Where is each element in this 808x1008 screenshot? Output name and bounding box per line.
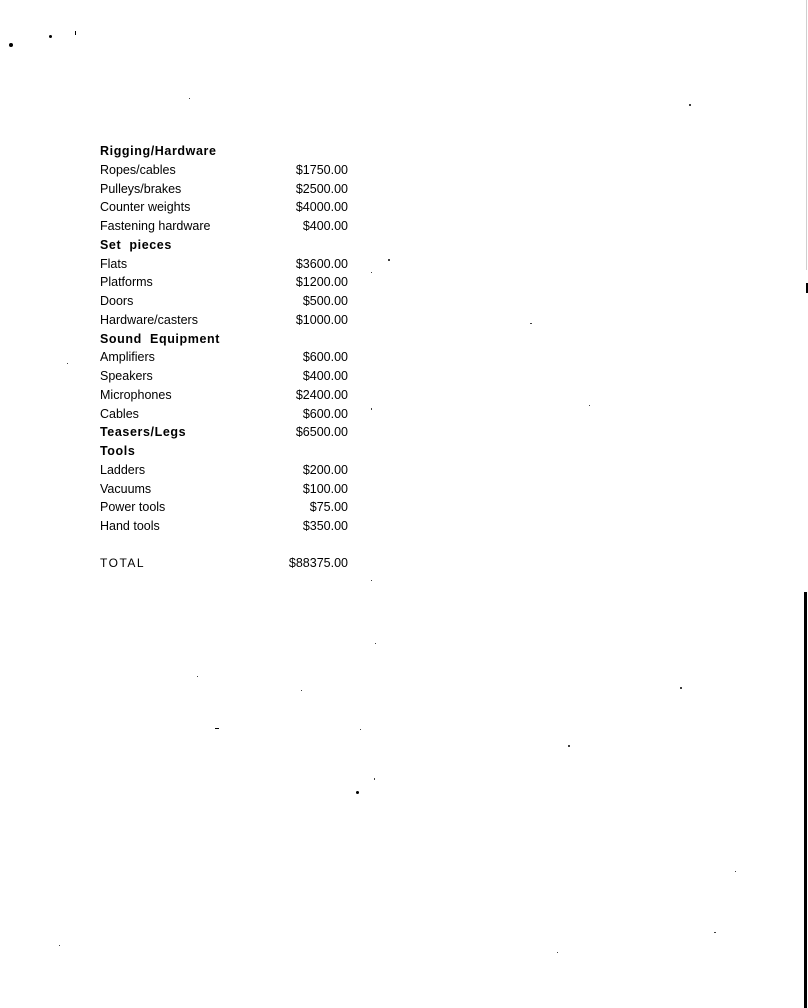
row-label: Pulleys/brakes — [100, 181, 182, 196]
scan-speck — [568, 745, 570, 747]
scan-speck — [371, 580, 372, 581]
row-amount: $2500.00 — [295, 181, 348, 196]
row-label: Platforms — [100, 275, 153, 290]
row-amount: $400.00 — [302, 219, 348, 233]
row-amount: $600.00 — [302, 406, 348, 421]
row-amount: $2400.00 — [295, 387, 348, 402]
scan-speck — [375, 643, 376, 644]
row-label: Microphones — [100, 387, 172, 402]
scan-speck — [189, 98, 190, 99]
scan-speck — [388, 259, 390, 261]
row-label: Sound Equipment — [100, 331, 221, 346]
scan-edge — [806, 0, 807, 270]
scan-speck — [215, 728, 219, 729]
row-label: Teasers/Legs — [100, 425, 187, 440]
row-label: Ladders — [100, 462, 146, 477]
line-item — [100, 292, 360, 311]
row-amount: $1200.00 — [295, 275, 348, 290]
total-amount: $88375.00 — [288, 555, 348, 570]
section-heading — [100, 423, 360, 442]
scan-speck — [557, 952, 558, 953]
line-item — [100, 273, 360, 292]
scan-speck — [75, 31, 76, 35]
row-label: Speakers — [100, 369, 153, 383]
row-amount: $100.00 — [302, 481, 348, 496]
row-amount: $500.00 — [302, 294, 348, 308]
line-item — [100, 498, 360, 517]
line-item — [100, 217, 360, 236]
scan-speck — [360, 729, 361, 730]
line-item — [100, 311, 360, 330]
row-label: Doors — [100, 294, 134, 308]
budget-table — [100, 142, 360, 573]
row-label: Set pieces — [100, 237, 172, 252]
total-label: TOTAL — [100, 555, 146, 570]
row-amount: $6500.00 — [295, 425, 348, 440]
line-item — [100, 348, 360, 367]
scan-speck — [589, 405, 590, 406]
row-label: Fastening hardware — [100, 219, 211, 233]
row-label: Hardware/casters — [100, 312, 198, 327]
line-item — [100, 461, 360, 480]
line-item — [100, 198, 360, 217]
row-amount: $600.00 — [302, 350, 348, 365]
row-amount: $3600.00 — [295, 256, 348, 271]
scan-speck — [680, 687, 682, 689]
line-item — [100, 517, 360, 536]
line-item — [100, 161, 360, 180]
scan-speck — [356, 791, 359, 794]
row-amount: $1750.00 — [295, 162, 348, 177]
scan-speck — [735, 871, 736, 872]
scan-edge — [804, 592, 807, 1008]
scan-speck — [530, 323, 532, 324]
scan-speck — [714, 932, 716, 933]
row-label: Vacuums — [100, 481, 152, 496]
scan-speck — [689, 104, 691, 106]
row-label: Amplifiers — [100, 350, 155, 365]
row-amount: $400.00 — [302, 369, 348, 383]
row-label: Tools — [100, 444, 136, 458]
total-row — [100, 554, 360, 573]
row-amount: $1000.00 — [295, 312, 348, 327]
line-item — [100, 480, 360, 499]
scan-speck — [371, 408, 372, 410]
row-amount: $200.00 — [302, 462, 348, 477]
row-amount: $75.00 — [309, 500, 348, 515]
line-item — [100, 367, 360, 386]
section-heading — [100, 442, 360, 461]
line-item — [100, 180, 360, 199]
row-amount: $4000.00 — [295, 200, 348, 215]
scan-speck — [374, 778, 375, 780]
row-label: Cables — [100, 406, 139, 421]
section-heading — [100, 142, 360, 161]
row-label: Ropes/cables — [100, 162, 176, 177]
scan-speck — [301, 690, 302, 691]
scan-speck — [49, 35, 52, 38]
line-item — [100, 255, 360, 274]
scan-speck — [67, 363, 68, 364]
section-heading — [100, 330, 360, 349]
row-label: Rigging/Hardware — [100, 144, 217, 158]
row-label: Power tools — [100, 500, 166, 515]
row-label: Counter weights — [100, 200, 191, 215]
row-label: Flats — [100, 256, 128, 271]
scan-speck — [9, 43, 13, 47]
row-label: Hand tools — [100, 519, 160, 533]
scan-speck — [59, 945, 60, 946]
line-item — [100, 405, 360, 424]
line-item — [100, 386, 360, 405]
section-heading — [100, 236, 360, 255]
scan-speck — [371, 272, 372, 273]
row-amount: $350.00 — [302, 519, 348, 533]
scan-speck — [197, 676, 198, 677]
